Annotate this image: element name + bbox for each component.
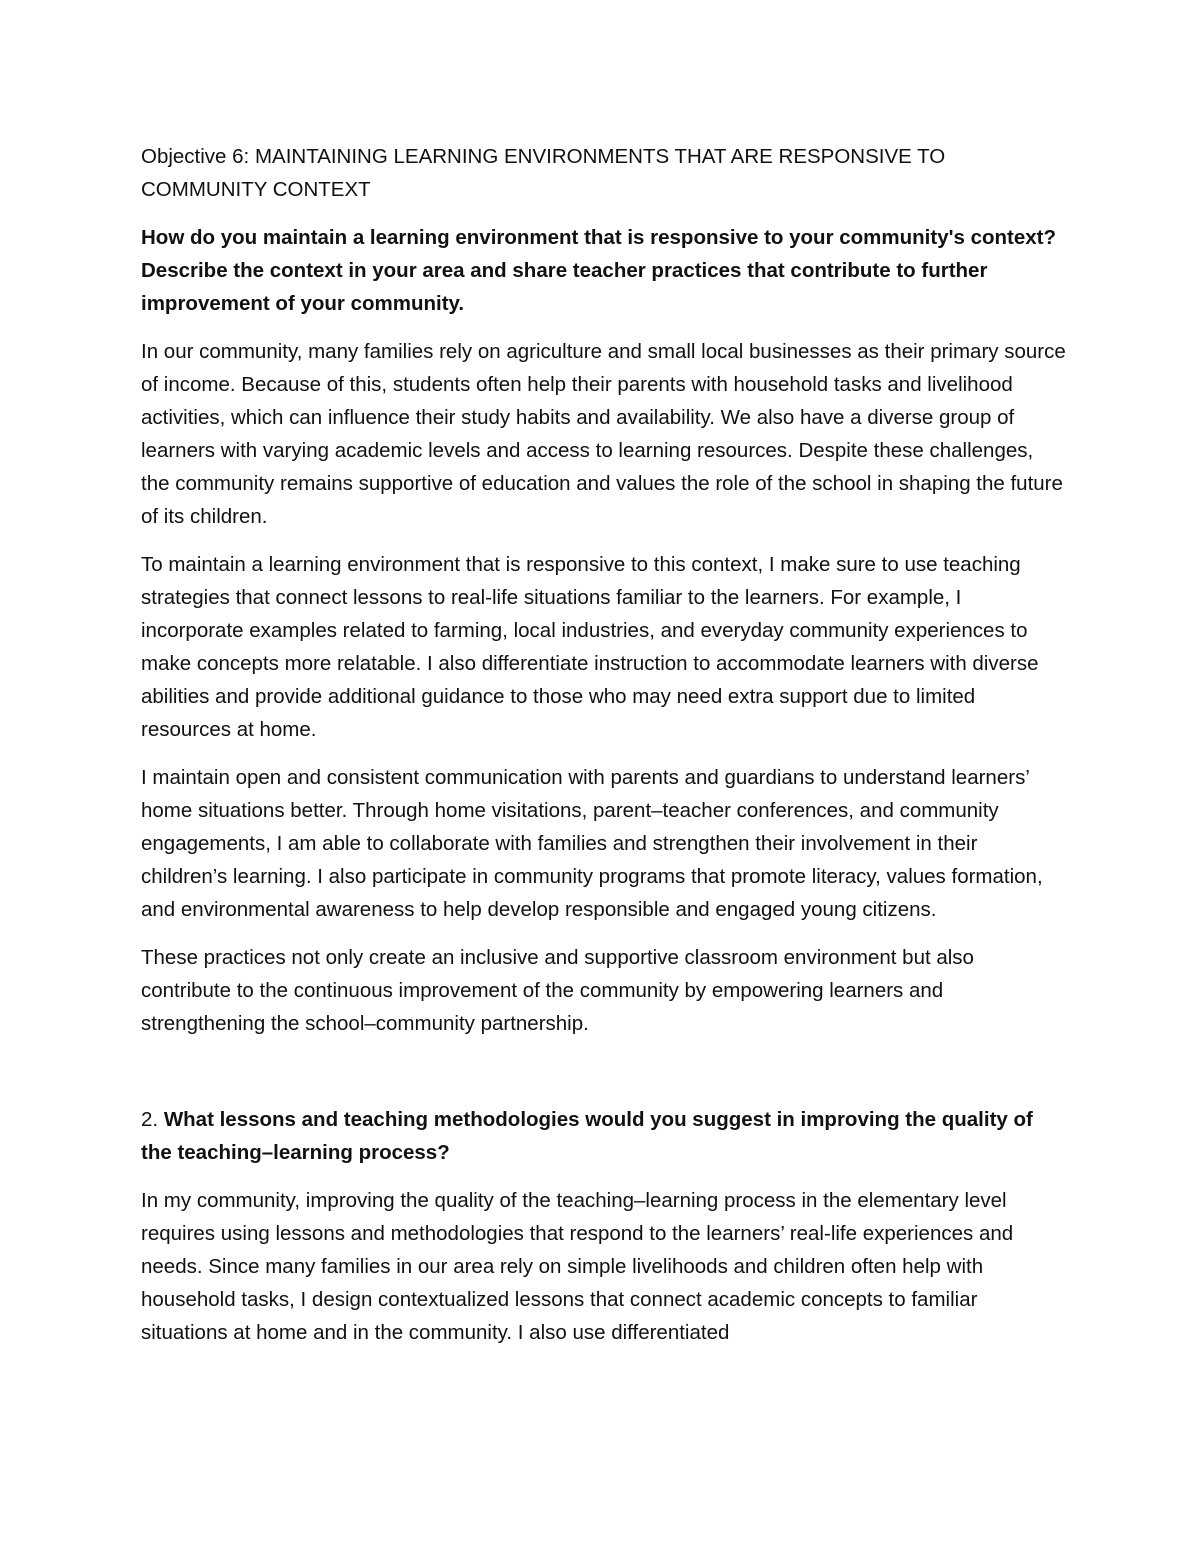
section-spacer xyxy=(141,1055,1066,1103)
document-page xyxy=(141,140,1066,1364)
question-2-number: 2. xyxy=(141,1108,159,1131)
answer-1-paragraph: In our community, many families rely on agriculture and small local businesses as their primary source of income. Because of this, students often help their parents with household tasks and livelihood activities, which can influence their study habits and availability. We also have a diverse group of learners with varying academic levels and access to learning resources. Despite these challenges, the community remains supportive of education and values the role of the school in shaping the future of its children. xyxy=(141,340,1066,528)
answer-2-paragraph: In my community, improving the quality of the teaching–learning process in the elementary level requires using lessons and methodologies that respond to the learners’ real-life experiences and needs. Since many families in our area rely on simple livelihoods and children often help with household tasks, I design contextualized lessons that connect academic concepts to familiar situations at home and in the community. I also use differentiated xyxy=(141,1189,1014,1344)
question-2 xyxy=(141,1103,1066,1169)
objective-heading: Objective 6: MAINTAINING LEARNING ENVIRONMENTS THAT ARE RESPONSIVE TO COMMUNITY CONTEXT xyxy=(141,145,946,201)
answer-1-paragraph: To maintain a learning environment that is responsive to this context, I make sure to use teaching strategies that connect lessons to real-life situations familiar to the learners. For example, I incorporate examples related to farming, local industries, and everyday community experiences to make concepts more relatable. I also differentiate instruction to accommodate learners with diverse abilities and provide additional guidance to those who may need extra support due to limited resources at home. xyxy=(141,553,1039,741)
answer-1-paragraph: These practices not only create an inclusive and supportive classroom environment but also contribute to the continuous improvement of the community by empowering learners and strengthening the school–community partnership. xyxy=(141,946,974,1035)
question-2-text: What lessons and teaching methodologies would you suggest in improving the quality of the teaching–learning process? xyxy=(141,1108,1033,1164)
question-1: How do you maintain a learning environment that is responsive to your community's context? Describe the context in your area and share teacher practices that contribute to further improvement of your community. xyxy=(141,226,1056,315)
answer-1-paragraph: I maintain open and consistent communication with parents and guardians to understand learners’ home situations better. Through home visitations, parent–teacher conferences, and community engagements, I am able to collaborate with families and strengthen their involvement in their children’s learning. I also participate in community programs that promote literacy, values formation, and environmental awareness to help develop responsible and engaged young citizens. xyxy=(141,766,1043,921)
